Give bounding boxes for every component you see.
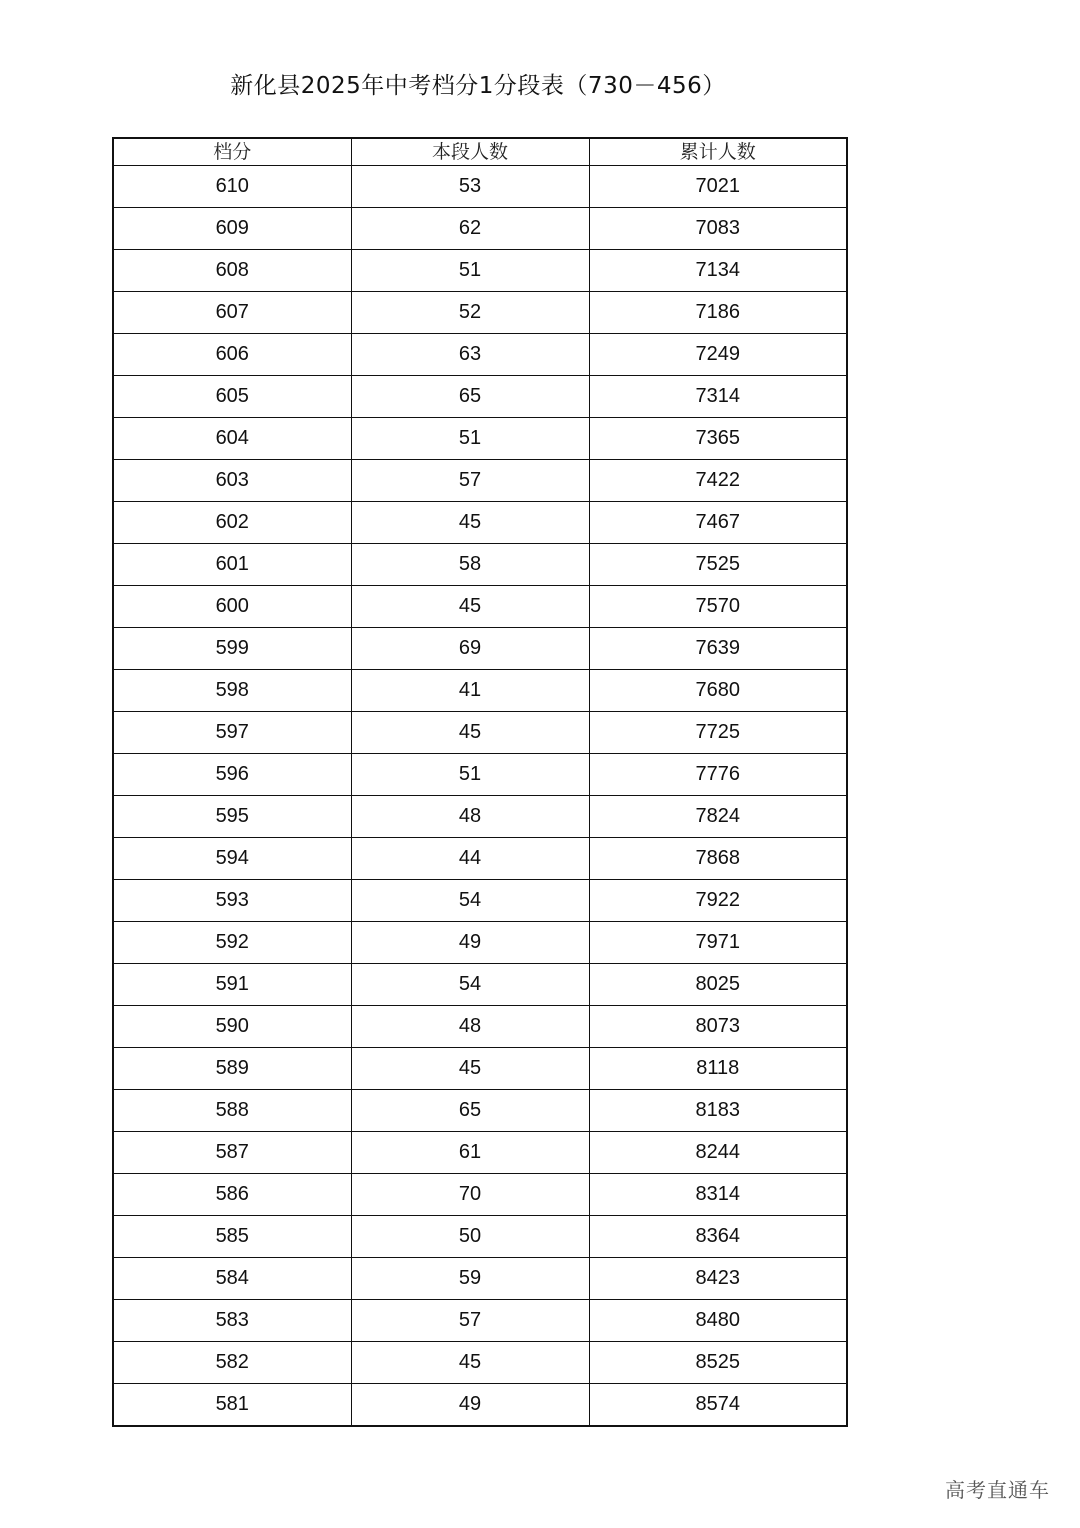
cell-count: 58	[351, 544, 589, 586]
table-row	[113, 250, 847, 292]
table-row	[113, 1132, 847, 1174]
table-row	[113, 292, 847, 334]
cell-count: 45	[351, 1048, 589, 1090]
table-row	[113, 166, 847, 208]
table-row	[113, 586, 847, 628]
cell-score: 591	[113, 964, 351, 1006]
table-row	[113, 964, 847, 1006]
cell-score: 606	[113, 334, 351, 376]
cell-score: 594	[113, 838, 351, 880]
cell-cumulative: 8244	[589, 1132, 847, 1174]
cell-count: 49	[351, 1384, 589, 1427]
cell-score: 595	[113, 796, 351, 838]
cell-score: 601	[113, 544, 351, 586]
cell-count: 48	[351, 796, 589, 838]
cell-score: 609	[113, 208, 351, 250]
cell-score: 592	[113, 922, 351, 964]
cell-count: 65	[351, 376, 589, 418]
cell-count: 45	[351, 712, 589, 754]
cell-cumulative: 8364	[589, 1216, 847, 1258]
table-row	[113, 1258, 847, 1300]
cell-cumulative: 7083	[589, 208, 847, 250]
cell-cumulative: 8183	[589, 1090, 847, 1132]
cell-count: 50	[351, 1216, 589, 1258]
cell-score: 588	[113, 1090, 351, 1132]
cell-score: 589	[113, 1048, 351, 1090]
cell-cumulative: 7570	[589, 586, 847, 628]
cell-cumulative: 8480	[589, 1300, 847, 1342]
column-header-score: 档分	[113, 138, 351, 166]
cell-count: 51	[351, 250, 589, 292]
table-row	[113, 922, 847, 964]
cell-count: 65	[351, 1090, 589, 1132]
column-header-count: 本段人数	[351, 138, 589, 166]
cell-cumulative: 7186	[589, 292, 847, 334]
cell-count: 44	[351, 838, 589, 880]
cell-score: 596	[113, 754, 351, 796]
cell-score: 604	[113, 418, 351, 460]
table-row	[113, 1174, 847, 1216]
cell-count: 45	[351, 502, 589, 544]
cell-cumulative: 7021	[589, 166, 847, 208]
table-row	[113, 460, 847, 502]
cell-count: 61	[351, 1132, 589, 1174]
cell-score: 583	[113, 1300, 351, 1342]
table-row	[113, 712, 847, 754]
column-header-cumulative: 累计人数	[589, 138, 847, 166]
cell-score: 603	[113, 460, 351, 502]
score-distribution-table	[112, 137, 848, 1427]
table-row	[113, 670, 847, 712]
table-row	[113, 1048, 847, 1090]
cell-count: 70	[351, 1174, 589, 1216]
cell-count: 54	[351, 880, 589, 922]
cell-score: 600	[113, 586, 351, 628]
cell-cumulative: 7525	[589, 544, 847, 586]
cell-count: 49	[351, 922, 589, 964]
cell-cumulative: 8574	[589, 1384, 847, 1427]
table-row	[113, 754, 847, 796]
cell-count: 45	[351, 586, 589, 628]
cell-cumulative: 7134	[589, 250, 847, 292]
cell-cumulative: 8525	[589, 1342, 847, 1384]
table-header-row	[113, 138, 847, 166]
cell-count: 62	[351, 208, 589, 250]
cell-cumulative: 8073	[589, 1006, 847, 1048]
cell-cumulative: 7725	[589, 712, 847, 754]
table-row	[113, 544, 847, 586]
cell-count: 45	[351, 1342, 589, 1384]
cell-count: 41	[351, 670, 589, 712]
cell-score: 610	[113, 166, 351, 208]
cell-count: 48	[351, 1006, 589, 1048]
table-row	[113, 1216, 847, 1258]
table-row	[113, 796, 847, 838]
cell-cumulative: 7639	[589, 628, 847, 670]
cell-cumulative: 7314	[589, 376, 847, 418]
table-row	[113, 1300, 847, 1342]
cell-cumulative: 7824	[589, 796, 847, 838]
cell-cumulative: 7776	[589, 754, 847, 796]
cell-count: 51	[351, 418, 589, 460]
cell-count: 59	[351, 1258, 589, 1300]
cell-score: 585	[113, 1216, 351, 1258]
cell-score: 608	[113, 250, 351, 292]
table-row	[113, 880, 847, 922]
cell-count: 54	[351, 964, 589, 1006]
table-row	[113, 1006, 847, 1048]
cell-cumulative: 7365	[589, 418, 847, 460]
cell-score: 587	[113, 1132, 351, 1174]
cell-count: 53	[351, 166, 589, 208]
cell-cumulative: 7868	[589, 838, 847, 880]
table-row	[113, 1342, 847, 1384]
cell-cumulative: 7422	[589, 460, 847, 502]
cell-count: 69	[351, 628, 589, 670]
table-body	[113, 166, 847, 1427]
cell-cumulative: 8314	[589, 1174, 847, 1216]
table-row	[113, 376, 847, 418]
cell-count: 57	[351, 460, 589, 502]
watermark: 高考直通车	[945, 1478, 1050, 1502]
table-row	[113, 1384, 847, 1427]
table-row	[113, 208, 847, 250]
cell-score: 599	[113, 628, 351, 670]
cell-cumulative: 8025	[589, 964, 847, 1006]
cell-score: 605	[113, 376, 351, 418]
cell-cumulative: 7249	[589, 334, 847, 376]
table-row	[113, 838, 847, 880]
cell-count: 52	[351, 292, 589, 334]
cell-count: 57	[351, 1300, 589, 1342]
table-row	[113, 334, 847, 376]
cell-score: 581	[113, 1384, 351, 1427]
cell-score: 582	[113, 1342, 351, 1384]
cell-cumulative: 8118	[589, 1048, 847, 1090]
table-row	[113, 502, 847, 544]
page-title: 新化县2025年中考档分1分段表（730－456）	[230, 73, 726, 99]
cell-cumulative: 7922	[589, 880, 847, 922]
cell-cumulative: 8423	[589, 1258, 847, 1300]
table-row	[113, 418, 847, 460]
cell-count: 63	[351, 334, 589, 376]
cell-cumulative: 7467	[589, 502, 847, 544]
cell-score: 597	[113, 712, 351, 754]
cell-score: 584	[113, 1258, 351, 1300]
cell-score: 607	[113, 292, 351, 334]
table-row	[113, 628, 847, 670]
table-row	[113, 1090, 847, 1132]
cell-score: 586	[113, 1174, 351, 1216]
cell-cumulative: 7971	[589, 922, 847, 964]
cell-score: 602	[113, 502, 351, 544]
cell-count: 51	[351, 754, 589, 796]
cell-cumulative: 7680	[589, 670, 847, 712]
cell-score: 598	[113, 670, 351, 712]
cell-score: 590	[113, 1006, 351, 1048]
cell-score: 593	[113, 880, 351, 922]
